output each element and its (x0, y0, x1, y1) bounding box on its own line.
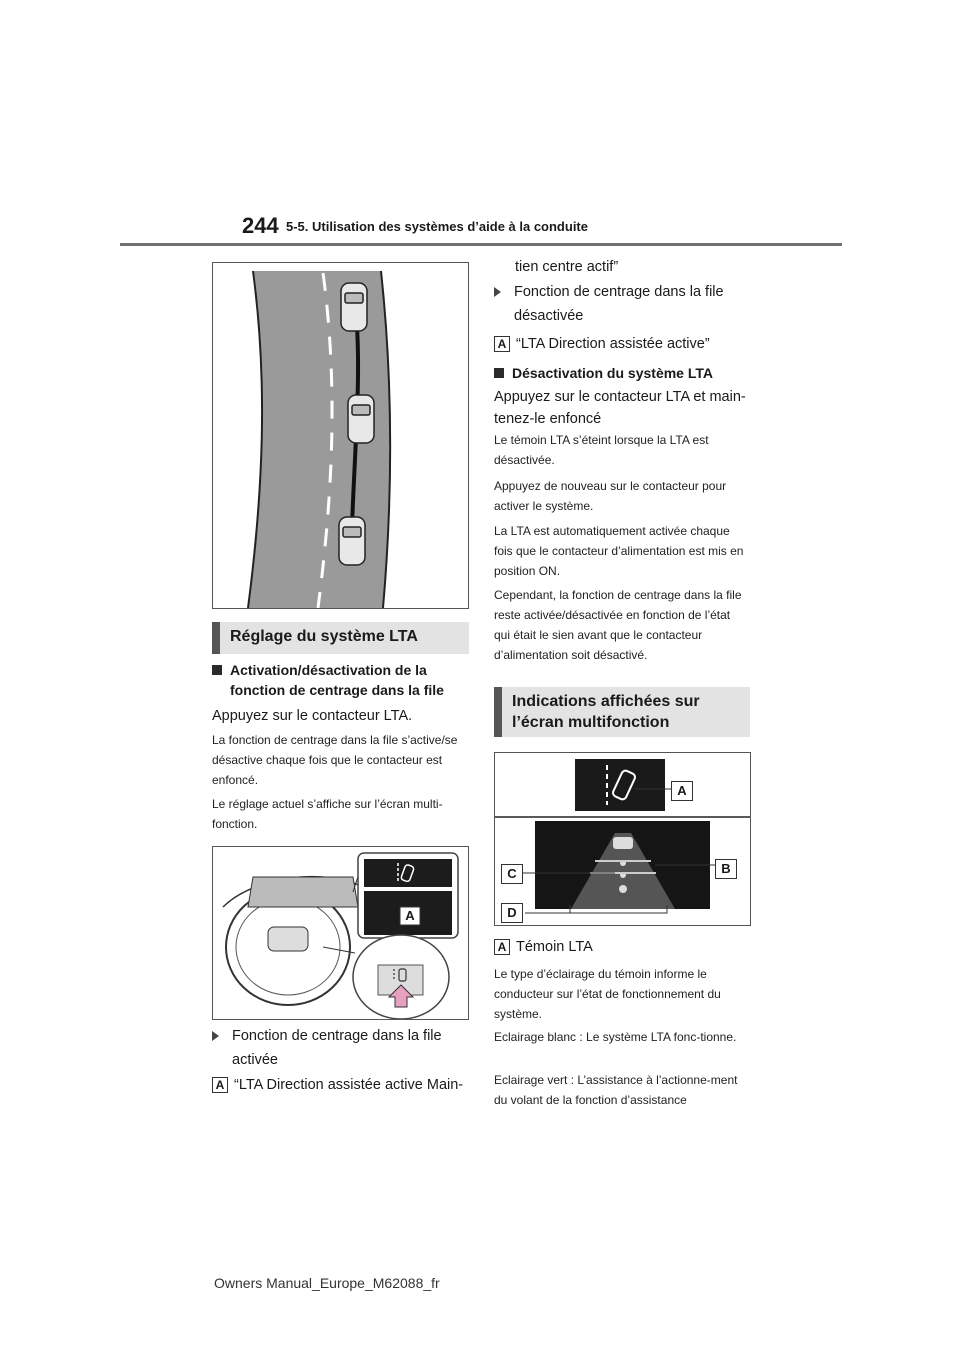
note-4: Appuyez de nouveau sur le contacteur pour activer le système. (494, 479, 727, 513)
bullet-activated (212, 1024, 474, 1072)
bullet-deactivated-text: Fonction de centrage dans la file désactivée (514, 284, 724, 324)
quote-2-text: “LTA Direction assistée active” (516, 336, 710, 352)
note-7: Le type d’éclairage du témoin informe le conducteur sur l’état de fonctionnement du système. (494, 967, 721, 1021)
quote-1-continued: tien centre actif” (515, 259, 619, 275)
note-1: La fonction de centrage dans la file s’active/se désactive chaque fois que le contacteur est enfoncé. (212, 733, 458, 787)
subheading-activation (212, 660, 474, 700)
triangle-bullet-icon (212, 1031, 226, 1041)
temoin-line (494, 936, 756, 958)
car-icon-top (341, 283, 367, 331)
subheading-deactivation (494, 363, 756, 383)
page-number: 244 (242, 213, 279, 238)
dashboard-label-a: A (405, 908, 415, 923)
quote-1-text: “LTA Direction assistée active Main- (234, 1077, 464, 1093)
heading-indications: Indications affichées sur l’écran multifonction (494, 687, 750, 737)
subheading-deactivation-text: Désactivation du système LTA (512, 365, 713, 381)
instruction-1: Appuyez sur le contacteur LTA. (212, 708, 413, 724)
dashboard-figure (212, 846, 469, 1020)
subheading-activation-text: Activation/désactivation de la fonction de centrage dans la file (230, 662, 444, 698)
quote-line-1 (212, 1074, 474, 1096)
note-3: Le témoin LTA s’éteint lorsque la LTA est désactivée. (494, 433, 709, 467)
note-9: Eclairage vert : L’assistance à l’actionne-ment du volant de la fonction d’assistance (494, 1073, 738, 1107)
bullet-activated-text: Fonction de centrage dans la file activée (232, 1028, 442, 1068)
display-label-c: C (501, 864, 523, 884)
instruction-2: Appuyez sur le contacteur LTA et main-tenez-le enfoncé (494, 389, 746, 427)
square-bullet-icon (212, 665, 222, 675)
heading-reglage: Réglage du système LTA (212, 622, 469, 654)
note-6: Cependant, la fonction de centrage dans la file reste activée/désactivée en fonction de l’état qui était le sien avant que le contacteur d’alimentation soit désactivé. (494, 588, 742, 662)
note-2: Le réglage actuel s’affiche sur l’écran multi-fonction. (212, 797, 443, 831)
triangle-bullet-icon (494, 287, 508, 297)
temoin-text: Témoin LTA (516, 939, 593, 955)
display-label-a: A (671, 781, 693, 801)
note-8: Eclairage blanc : Le système LTA fonc-tionne. (494, 1030, 737, 1044)
section-title: 5-5. Utilisation des systèmes d’aide à la conduite (286, 219, 588, 234)
square-bullet-icon (494, 368, 504, 378)
label-a-icon: A (212, 1077, 228, 1093)
car-icon-bottom (339, 517, 365, 565)
car-icon-middle (348, 395, 374, 443)
note-5: La LTA est automatiquement activée chaque fois que le contacteur d’alimentation est mis en position ON. (494, 524, 744, 578)
multifunction-display-illustration (495, 753, 750, 925)
lane-centering-figure (212, 262, 469, 609)
label-a-icon: A (494, 336, 510, 352)
bullet-deactivated (494, 280, 756, 328)
multifunction-display-figure (494, 752, 751, 926)
display-label-b: B (715, 859, 737, 879)
display-label-d: D (501, 903, 523, 923)
footer-text: Owners Manual_Europe_M62088_fr (214, 1275, 440, 1291)
header-rule (120, 243, 842, 246)
quote-line-2 (494, 333, 756, 355)
dashboard-illustration (213, 847, 468, 1019)
label-a-icon: A (494, 939, 510, 955)
road-illustration (213, 263, 468, 608)
